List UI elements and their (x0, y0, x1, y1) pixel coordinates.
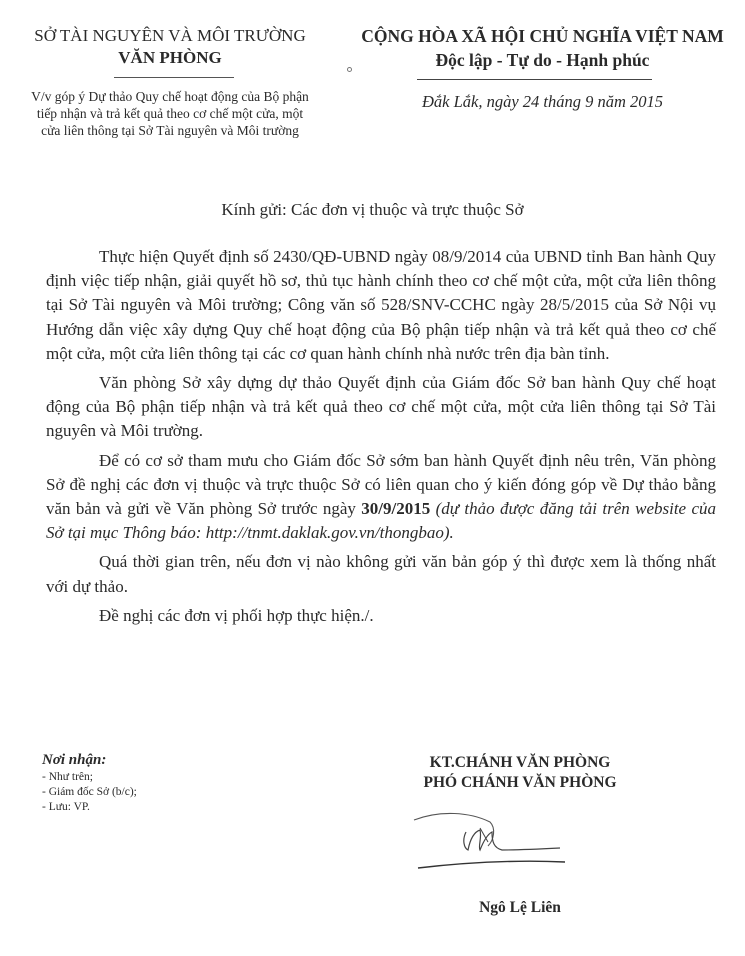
recipient-item: - Giám đốc Sở (b/c); (42, 786, 137, 798)
subject-line: cửa liên thông tại Sở Tài nguyên và Môi trường (41, 123, 299, 138)
body-paragraph: Thực hiện Quyết định số 2430/QĐ-UBND ngày 08/9/2014 của UBND tỉnh Ban hành Quy định việc tiếp nhận, giải quyết hồ sơ, thủ tục hành chính theo cơ chế một cửa, một cửa liên thông tại Sở Tài nguyên và Môi trường; Công văn số 528/SNV-CCHC ngày 28/5/2015 của Sở Nội vụ Hướng dẫn việc xây dựng Quy chế hoạt động của Bộ phận tiếp nhận và trả kết quả theo cơ chế một cửa, một cửa liên thông tại các cơ quan hành chính nhà nước trên địa bàn tỉnh. (46, 247, 716, 363)
signer-title-2: PHÓ CHÁNH VĂN PHÒNG (423, 774, 617, 791)
recipients-title: Nơi nhận: (42, 752, 107, 768)
header-right-divider (417, 79, 652, 80)
paragraph-text: Để có cơ sở tham mưu cho Giám đốc Sở sớm ban hành Quyết định nêu trên, Văn phòng Sở đề nghị các đơn vị thuộc và trực thuộc Sở có liên quan cho ý kiến đóng góp về Dự thảo bằng văn bản và gửi về Văn phòng Sở trước ngày (46, 450, 716, 519)
department-name: VĂN PHÒNG (118, 48, 222, 67)
document-subject (0, 88, 340, 139)
organization-name: SỞ TÀI NGUYÊN VÀ MÔI TRƯỜNG (34, 26, 306, 45)
recipient-item: - Như trên; (42, 771, 93, 783)
signer-name: Ngô Lệ Liên (479, 899, 561, 916)
recipient-item: - Lưu: VP. (42, 801, 90, 813)
subject-line: tiếp nhận và trả kết quả theo cơ chế một cửa, một (36, 106, 304, 121)
handwritten-signature (410, 810, 590, 880)
subject-line: V/v góp ý Dự thảo Quy chế hoạt động của Bộ phận (31, 89, 309, 104)
place-date: Đắk Lắk, ngày 24 tháng 9 năm 2015 (421, 92, 664, 111)
body-paragraph: Quá thời gian trên, nếu đơn vị nào không gửi văn bản góp ý thì được xem là thống nhất với dự thảo. (46, 552, 716, 596)
country-name: CỘNG HÒA XÃ HỘI CHỦ NGHĨA VIỆT NAM (361, 26, 724, 46)
body-paragraph (46, 449, 716, 546)
greeting-line: Kính gửi: Các đơn vị thuộc và trực thuộc Sở (221, 200, 524, 219)
deadline-date: 30/9/2015 (361, 499, 431, 519)
letter-body (46, 245, 716, 633)
recipients-block (42, 752, 137, 815)
website-note: (dự thảo được đăng tải trên website của Sở tại mục Thông báo: http://tnmt.daklak.gov.vn/thongbao). (46, 499, 716, 543)
header-left-divider (114, 77, 234, 78)
body-paragraph: Văn phòng Sở xây dựng dự thảo Quyết định của Giám đốc Sở ban hành Quy chế hoạt động của Bộ phận tiếp nhận và trả kết quả theo cơ chế một cửa, một cửa liên thông tại Sở Tài nguyên và Môi trường. (46, 373, 716, 441)
signer-title-1: KT.CHÁNH VĂN PHÒNG (429, 754, 611, 771)
national-motto: Độc lập - Tự do - Hạnh phúc (435, 50, 650, 70)
body-paragraph: Đề nghị các đơn vị phối hợp thực hiện./. (99, 605, 374, 625)
